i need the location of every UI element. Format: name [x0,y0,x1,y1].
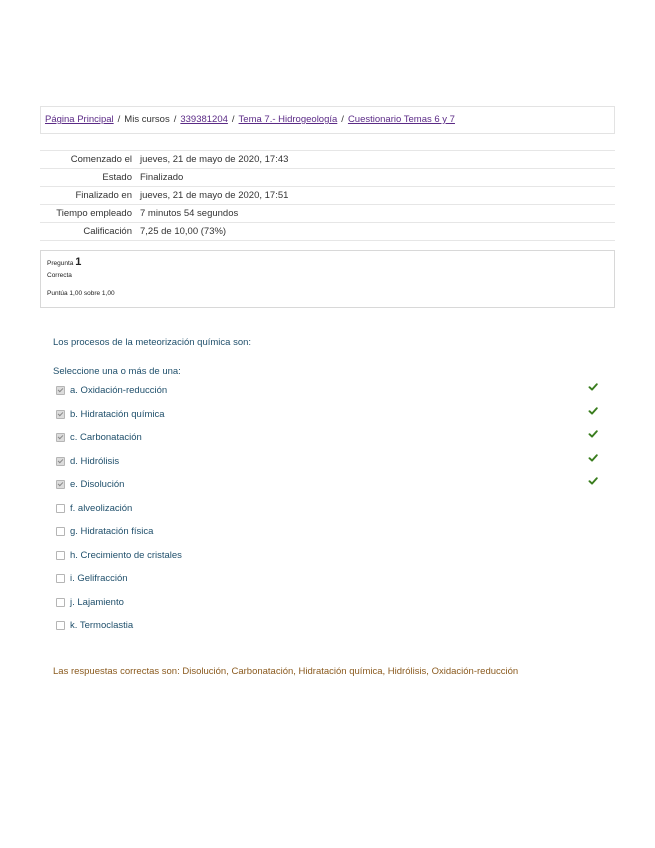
answer-option[interactable] [56,591,606,615]
breadcrumb-topic-link[interactable]: Tema 7.- Hidrogeología [238,114,338,125]
breadcrumb-quiz-link[interactable]: Cuestionario Temas 6 y 7 [347,114,455,125]
answer-checkbox[interactable] [56,527,65,536]
answer-checkbox[interactable] [56,433,65,442]
answer-checkbox[interactable] [56,386,65,395]
answer-option[interactable] [56,426,606,450]
answer-label[interactable]: e. Disolución [70,479,125,491]
question-state: Correcta [47,272,72,279]
answer-option[interactable] [56,450,606,474]
question-grade: Puntúa 1,00 sobre 1,00 [47,290,115,297]
answer-label[interactable]: i. Gelifracción [70,573,128,585]
answer-checkbox[interactable] [56,457,65,466]
answer-option[interactable] [56,403,606,427]
summary-row-finished [40,187,615,205]
correct-check-icon [588,406,598,416]
answer-option[interactable] [56,567,606,591]
breadcrumb-my-courses: Mis cursos [124,114,170,125]
breadcrumb-home-link[interactable]: Página Principal [45,114,114,125]
answer-checkbox[interactable] [56,621,65,630]
answer-checkbox[interactable] [56,574,65,583]
breadcrumb-course-link[interactable]: 339381204 [180,114,228,125]
answer-label[interactable]: f. alveolización [70,502,133,514]
correct-check-icon [588,429,598,439]
summary-label: Estado [102,172,132,183]
breadcrumb [40,106,615,134]
question-number [47,256,608,269]
answer-label[interactable]: c. Carbonatación [70,432,142,444]
question-text: Los procesos de la meteorización química son: [53,337,252,348]
summary-value: 7,25 de 10,00 (73%) [140,226,227,237]
answer-checkbox[interactable] [56,480,65,489]
correct-answers-feedback: Las respuestas correctas son: Disolución, Carbonatación, Hidratación química, Hidrólisis, Oxidación-reducción [53,666,519,677]
question-info-box [40,250,615,308]
answer-label[interactable]: j. Lajamiento [70,596,124,608]
summary-row-grade [40,223,615,241]
answer-label[interactable]: k. Termoclastia [70,620,134,632]
answer-label[interactable]: d. Hidrólisis [70,455,120,467]
answer-option[interactable] [56,473,606,497]
breadcrumb-separator: / [231,114,235,125]
question-number-value: 1 [75,256,82,268]
summary-value: jueves, 21 de mayo de 2020, 17:43 [140,154,289,165]
summary-row-state [40,169,615,187]
answer-option[interactable] [56,544,606,568]
answer-checkbox[interactable] [56,504,65,513]
summary-value: jueves, 21 de mayo de 2020, 17:51 [140,190,289,201]
summary-label: Calificación [83,226,132,237]
question-label: Pregunta [47,260,74,267]
summary-value: 7 minutos 54 segundos [140,208,239,219]
correct-check-icon [588,453,598,463]
correct-check-icon [588,476,598,486]
answer-label[interactable]: h. Crecimiento de cristales [70,549,182,561]
answer-checkbox[interactable] [56,410,65,419]
answer-label[interactable]: g. Hidratación física [70,526,154,538]
answer-option[interactable] [56,520,606,544]
answer-prompt: Seleccione una o más de una: [53,366,181,377]
summary-label: Comenzado el [70,154,132,165]
quiz-summary-table [40,150,615,241]
breadcrumb-separator: / [117,114,121,125]
summary-row-time [40,205,615,223]
summary-label: Finalizado en [75,190,132,201]
answer-option[interactable] [56,614,606,638]
summary-value: Finalizado [140,172,184,183]
breadcrumb-separator: / [341,114,344,125]
answer-label[interactable]: b. Hidratación química [70,408,165,420]
summary-row-started [40,151,615,169]
breadcrumb-separator: / [173,114,177,125]
summary-label: Tiempo empleado [56,208,132,219]
answer-option[interactable] [56,379,606,403]
answer-option[interactable] [56,497,606,521]
answer-checkbox[interactable] [56,551,65,560]
correct-check-icon [588,382,598,392]
answer-label[interactable]: a. Oxidación-reducción [70,385,168,397]
answer-list [56,379,606,638]
answer-checkbox[interactable] [56,598,65,607]
